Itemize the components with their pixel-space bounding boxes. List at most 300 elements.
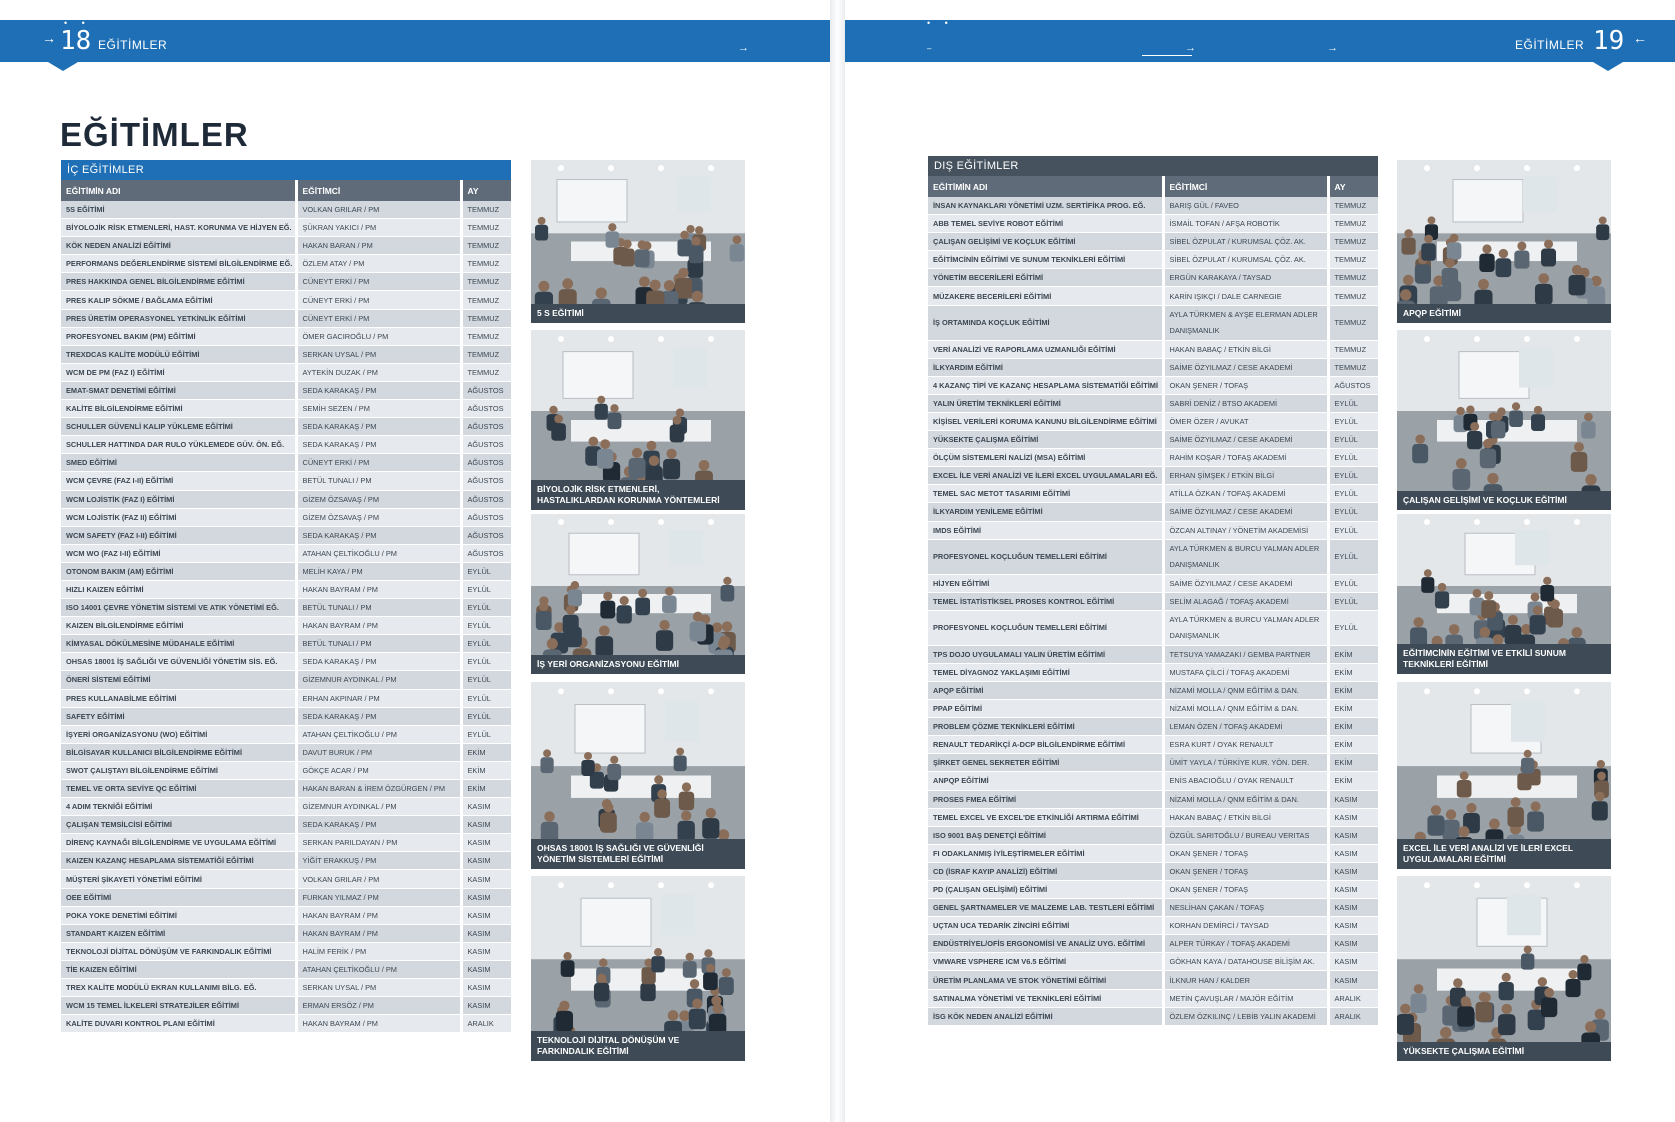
month-cell: TEMMUZ	[1328, 287, 1378, 305]
month-cell: EKİM	[1328, 681, 1378, 699]
table-row	[928, 899, 1378, 917]
trainer-cell: SERKAN UYSAL / PM	[296, 979, 461, 997]
training-name-cell: 5S EĞİTİMİ	[61, 201, 296, 219]
trainer-cell: CÜNEYT ERKİ / PM	[296, 273, 461, 291]
trainer-cell: CÜNEYT ERKİ / PM	[296, 291, 461, 309]
table-row	[928, 197, 1378, 215]
column-header-month: AY	[1328, 176, 1378, 197]
trainer-cell: HAKAN BARAN / PM	[296, 237, 461, 255]
table-row	[928, 645, 1378, 663]
month-cell: TEMMUZ	[461, 363, 511, 381]
month-cell: KASIM	[461, 942, 511, 960]
training-name-cell: PROBLEM ÇÖZME TEKNİKLERİ EĞİTİMİ	[928, 718, 1163, 736]
table-row	[61, 327, 511, 345]
photo-caption: ÇALIŞAN GELİŞİMİ VE KOÇLUK EĞİTİMİ	[1397, 491, 1611, 510]
training-name-cell: ISO 9001 BAŞ DENETÇİ EĞİTİMİ	[928, 826, 1163, 844]
photo-caption: APQP EĞİTİMİ	[1397, 304, 1611, 323]
column-header-trainer: EĞİTİMCİ	[296, 180, 461, 201]
trainer-cell: SEDA KARAKAŞ / PM	[296, 381, 461, 399]
month-cell: KASIM	[1328, 844, 1378, 862]
trainer-cell: İLKNUR HAN / KALDER	[1163, 971, 1328, 989]
table-row	[61, 400, 511, 418]
training-name-cell: KİMYASAL DÖKÜLMESİNE MÜDAHALE EĞİTİMİ	[61, 635, 296, 653]
trainer-cell: BARIŞ GÜL / FAVEO	[1163, 197, 1328, 215]
table-row	[61, 888, 511, 906]
table-row	[928, 718, 1378, 736]
arrow-right-icon: →	[1185, 42, 1196, 54]
month-cell: KASIM	[461, 960, 511, 978]
table-row	[61, 562, 511, 580]
header-tab	[1593, 62, 1623, 71]
photo-caption: BİYOLOJİK RİSK ETMENLERİ, HASTALIKLARDAN KORUNMA YÖNTEMLERİ	[531, 480, 745, 510]
table-row	[928, 826, 1378, 844]
training-name-cell: BİYOLOJİK RİSK ETMENLERİ, HAST. KORUNMA VE HİJYEN EĞ.	[61, 219, 296, 237]
training-name-cell: ÜRETİM PLANLAMA VE STOK YÖNETİMİ EĞİTİMİ	[928, 971, 1163, 989]
month-cell: TEMMUZ	[461, 273, 511, 291]
training-name-cell: KÖK NEDEN ANALİZİ EĞİTİMİ	[61, 237, 296, 255]
month-cell: AĞUSTOS	[461, 508, 511, 526]
table-row	[61, 291, 511, 309]
table-row	[61, 798, 511, 816]
training-name-cell: SMED EĞİTİMİ	[61, 454, 296, 472]
trainer-cell: SEDA KARAKAŞ / PM	[296, 653, 461, 671]
table-row	[61, 942, 511, 960]
month-cell: AĞUSTOS	[461, 418, 511, 436]
table-row	[61, 454, 511, 472]
training-name-cell: TREX KALİTE MODÜLÜ EKRAN KULLANIMI BİLG. EĞ.	[61, 979, 296, 997]
trainer-cell: ÖMER GACIROĞLU / PM	[296, 327, 461, 345]
photo-caption: İŞ YERİ ORGANİZASYONU EĞİTİMİ	[531, 655, 745, 674]
trainer-cell: ÖMER ÖZER / AVUKAT	[1163, 412, 1328, 430]
table-row	[61, 689, 511, 707]
table-row	[61, 345, 511, 363]
column-header-month: AY	[461, 180, 511, 201]
month-cell: EYLÜL	[1328, 394, 1378, 412]
table-header-row	[61, 180, 511, 201]
table-row	[928, 358, 1378, 376]
trainer-cell: SERKAN UYSAL / PM	[296, 345, 461, 363]
month-cell: EKİM	[1328, 663, 1378, 681]
trainer-cell: KARİN IŞIKÇI / DALE CARNEGIE	[1163, 287, 1328, 305]
photo-caption: EXCEL İLE VERİ ANALİZİ VE İLERİ EXCEL UYGULAMALARI EĞİTİMİ	[1397, 839, 1611, 869]
training-name-cell: GENEL ŞARTNAMELER VE MALZEME LAB. TESTLERİ EĞİTİMİ	[928, 899, 1163, 917]
training-name-cell: ÖNERİ SİSTEMİ EĞİTİMİ	[61, 671, 296, 689]
training-name-cell: EXCEL İLE VERİ ANALİZİ VE İLERİ EXCEL UYGULAMALARI EĞ.	[928, 467, 1163, 485]
training-photo	[1397, 330, 1611, 510]
trainer-cell: ESRA KURT / OYAK RENAULT	[1163, 736, 1328, 754]
month-cell: TEMMUZ	[461, 309, 511, 327]
trainer-cell: ERMAN ERSÖZ / PM	[296, 997, 461, 1015]
trainer-cell: SEDA KARAKAŞ / PM	[296, 526, 461, 544]
internal-trainings-table	[61, 160, 511, 1033]
photo-caption: YÜKSEKTE ÇALIŞMA EĞİTİMİ	[1397, 1042, 1611, 1061]
table-row	[928, 610, 1378, 645]
table-row	[928, 340, 1378, 358]
trainer-cell: AYTEKİN DUZAK / PM	[296, 363, 461, 381]
table-row	[61, 979, 511, 997]
table-row	[61, 725, 511, 743]
month-cell: EYLÜL	[461, 580, 511, 598]
table-row	[61, 508, 511, 526]
month-cell: KASIM	[1328, 971, 1378, 989]
trainer-cell: BETÜL TUNALI / PM	[296, 472, 461, 490]
month-cell: TEMMUZ	[1328, 215, 1378, 233]
training-name-cell: CD (İSRAF KAYIP ANALİZİ) EĞİTİMİ	[928, 862, 1163, 880]
table-row	[61, 816, 511, 834]
training-name-cell: 4 KAZANÇ TİPİ VE KAZANÇ HESAPLAMA SİSTEMATİĞİ EĞİTİMİ	[928, 376, 1163, 394]
table-row	[928, 736, 1378, 754]
training-photo	[531, 514, 745, 674]
month-cell: EYLÜL	[1328, 592, 1378, 610]
trainer-cell: AYLA TÜRKMEN & AYŞE ELERMAN ADLER DANIŞMANLIK	[1163, 305, 1328, 340]
table-row	[928, 539, 1378, 574]
trainer-cell: AYLA TÜRKMEN & BURCU YALMAN ADLER DANIŞMANLIK	[1163, 610, 1328, 645]
table-row	[928, 754, 1378, 772]
table-row	[928, 790, 1378, 808]
trainer-cell: HAKAN BAYRAM / PM	[296, 1015, 461, 1033]
trainer-cell: SEDA KARAKAŞ / PM	[296, 418, 461, 436]
training-name-cell: VERİ ANALİZİ VE RAPORLAMA UZMANLIĞI EĞİTİMİ	[928, 340, 1163, 358]
trainer-cell: SAİME ÖZYILMAZ / CESE AKADEMİ	[1163, 503, 1328, 521]
training-name-cell: TEMEL İSTATİSTİKSEL PROSES KONTROL EĞİTİMİ	[928, 592, 1163, 610]
training-name-cell: WCM 15 TEMEL İLKELERİ STRATEJİLER EĞİTİMİ	[61, 997, 296, 1015]
training-name-cell: TREXDCAS KALİTE MODÜLÜ EĞİTİMİ	[61, 345, 296, 363]
table-row	[928, 663, 1378, 681]
trainer-cell: BETÜL TUNALI / PM	[296, 635, 461, 653]
table-row	[928, 412, 1378, 430]
training-name-cell: ÇALIŞAN TEMSİLCİSİ EĞİTİMİ	[61, 816, 296, 834]
training-name-cell: ISO 14001 ÇEVRE YÖNETİM SİSTEMİ VE ATIK YÖNETİMİ EĞ.	[61, 599, 296, 617]
training-name-cell: YALIN ÜRETİM TEKNİKLERİ EĞİTİMİ	[928, 394, 1163, 412]
photo-caption: OHSAS 18001 İŞ SAĞLIĞI VE GÜVENLİĞİ YÖNETİM SİSTEMLERİ EĞİTİMİ	[531, 839, 745, 869]
month-cell: KASIM	[1328, 862, 1378, 880]
table-row	[928, 269, 1378, 287]
month-cell: AĞUSTOS	[461, 472, 511, 490]
training-name-cell: İLKYARDIM EĞİTİMİ	[928, 358, 1163, 376]
table-row	[928, 376, 1378, 394]
table-row	[928, 503, 1378, 521]
month-cell: KASIM	[1328, 881, 1378, 899]
trainer-cell: ATAHAN ÇELTİKOĞLU / PM	[296, 544, 461, 562]
trainer-cell: SAİME ÖZYILMAZ / CESE AKADEMİ	[1163, 358, 1328, 376]
training-name-cell: PRES KULLANABİLME EĞİTİMİ	[61, 689, 296, 707]
table-row	[928, 681, 1378, 699]
training-name-cell: KALİTE DUVARI KONTROL PLANI EĞİTİMİ	[61, 1015, 296, 1033]
training-name-cell: UÇTAN UCA TEDARİK ZİNCİRİ EĞİTİMİ	[928, 917, 1163, 935]
month-cell: EYLÜL	[461, 689, 511, 707]
table-row	[928, 592, 1378, 610]
training-name-cell: TEMEL VE ORTA SEVİYE QC EĞİTİMİ	[61, 780, 296, 798]
table-row	[928, 1007, 1378, 1025]
training-name-cell: OHSAS 18001 İŞ SAĞLIĞI VE GÜVENLİĞİ YÖNETİM SİS. EĞ.	[61, 653, 296, 671]
trainer-cell: NİZAMİ MOLLA / QNM EĞİTİM & DAN.	[1163, 681, 1328, 699]
training-name-cell: PRES HAKKINDA GENEL BİLGİLENDİRME EĞİTİMİ	[61, 273, 296, 291]
trainer-cell: SEDA KARAKAŞ / PM	[296, 707, 461, 725]
table-title: İÇ EĞİTİMLER	[61, 160, 511, 180]
table-row	[928, 485, 1378, 503]
training-photo	[1397, 160, 1611, 323]
training-name-cell: HIZLI KAIZEN EĞİTİMİ	[61, 580, 296, 598]
trainer-cell: SELİM ALAGAĞ / TOFAŞ AKADEMİ	[1163, 592, 1328, 610]
table-row	[61, 237, 511, 255]
trainer-cell: ŞÜKRAN YAKICI / PM	[296, 219, 461, 237]
training-name-cell: PROFESYONEL KOÇLUĞUN TEMELLERİ EĞİTİMİ	[928, 610, 1163, 645]
trainer-cell: OKAN ŞENER / TOFAŞ	[1163, 844, 1328, 862]
trainer-cell: HAKAN BABAÇ / ETKİN BİLGİ	[1163, 808, 1328, 826]
trainer-cell: TETSUYA YAMAZAKI / GEMBA PARTNER	[1163, 645, 1328, 663]
table-row	[928, 953, 1378, 971]
training-name-cell: PRES KALIP SÖKME / BAĞLAMA EĞİTİMİ	[61, 291, 296, 309]
training-name-cell: HİJYEN EĞİTİMİ	[928, 574, 1163, 592]
column-header-trainer: EĞİTİMCİ	[1163, 176, 1328, 197]
month-cell: AĞUSTOS	[461, 381, 511, 399]
table-row	[61, 255, 511, 273]
month-cell: EYLÜL	[461, 671, 511, 689]
month-cell: AĞUSTOS	[1328, 376, 1378, 394]
month-cell: TEMMUZ	[461, 201, 511, 219]
trainer-cell: NİZAMİ MOLLA / QNM EĞİTİM & DAN.	[1163, 790, 1328, 808]
table-row	[61, 780, 511, 798]
trainer-cell: METİN ÇAVUŞLAR / MAJÖR EĞİTİM	[1163, 989, 1328, 1007]
month-cell: EKİM	[1328, 772, 1378, 790]
trainer-cell: ERHAN ŞİMŞEK / ETKİN BİLGİ	[1163, 467, 1328, 485]
month-cell: KASIM	[461, 870, 511, 888]
month-cell: KASIM	[461, 979, 511, 997]
month-cell: TEMMUZ	[1328, 269, 1378, 287]
table-row	[61, 834, 511, 852]
training-name-cell: ÖLÇÜM SİSTEMLERİ NALİZİ (MSA) EĞİTİMİ	[928, 449, 1163, 467]
table-row	[61, 544, 511, 562]
month-cell: KASIM	[1328, 826, 1378, 844]
table-row	[928, 935, 1378, 953]
month-cell: EYLÜL	[1328, 574, 1378, 592]
month-cell: EKİM	[461, 780, 511, 798]
page-number: 19	[1593, 26, 1625, 56]
table-row	[61, 870, 511, 888]
table-row	[928, 881, 1378, 899]
header-dots: • •	[64, 18, 91, 28]
table-row	[928, 574, 1378, 592]
training-name-cell: WCM LOJİSTİK (FAZ I) EĞİTİMİ	[61, 490, 296, 508]
month-cell: EKİM	[1328, 736, 1378, 754]
month-cell: AĞUSTOS	[461, 490, 511, 508]
table-row	[61, 580, 511, 598]
month-cell: EYLÜL	[461, 599, 511, 617]
trainer-cell: GİZEM ÖZSAVAŞ / PM	[296, 490, 461, 508]
training-name-cell: SWOT ÇALIŞTAYI BİLGİLENDİRME EĞİTİMİ	[61, 761, 296, 779]
trainer-cell: ÖZCAN ALTINAY / YÖNETİM AKADEMİSİ	[1163, 521, 1328, 539]
trainer-cell: SAİME ÖZYILMAZ / CESE AKADEMİ	[1163, 431, 1328, 449]
table-row	[61, 363, 511, 381]
month-cell: ARALIK	[1328, 989, 1378, 1007]
trainer-cell: ATAHAN ÇELTİKOĞLU / PM	[296, 960, 461, 978]
month-cell: ARALIK	[461, 1015, 511, 1033]
trainer-cell: SEDA KARAKAŞ / PM	[296, 816, 461, 834]
month-cell: EKİM	[1328, 700, 1378, 718]
table-row	[61, 436, 511, 454]
trainer-cell: ERHAN AKPINAR / PM	[296, 689, 461, 707]
section-name: EĞİTİMLER	[1515, 38, 1585, 52]
trainer-cell: MELİH KAYA / PM	[296, 562, 461, 580]
trainer-cell: GİZEMNUR AYDINKAL / PM	[296, 671, 461, 689]
month-cell: ARALIK	[1328, 1007, 1378, 1025]
arrow-left-icon: ←	[1633, 30, 1647, 46]
table-row	[61, 309, 511, 327]
trainer-cell: YİĞİT ERAKKUŞ / PM	[296, 852, 461, 870]
month-cell: TEMMUZ	[461, 219, 511, 237]
training-name-cell: İŞYERİ ORGANİZASYONU (WO) EĞİTİMİ	[61, 725, 296, 743]
page-gutter	[830, 0, 845, 1122]
table-row	[928, 467, 1378, 485]
training-name-cell: PD (ÇALIŞAN GELİŞİMİ) EĞİTİMİ	[928, 881, 1163, 899]
table-row	[928, 844, 1378, 862]
table-row	[928, 772, 1378, 790]
table-row	[928, 394, 1378, 412]
left-page	[0, 0, 830, 1122]
table-row	[61, 653, 511, 671]
month-cell: KASIM	[461, 924, 511, 942]
table-row	[928, 431, 1378, 449]
trainer-cell: CÜNEYT ERKİ / PM	[296, 454, 461, 472]
training-name-cell: TİE KAIZEN EĞİTİMİ	[61, 960, 296, 978]
month-cell: TEMMUZ	[461, 327, 511, 345]
training-photo	[1397, 514, 1611, 674]
training-name-cell: İNSAN KAYNAKLARI YÖNETİMİ UZM. SERTİFİKA PROG. EĞ.	[928, 197, 1163, 215]
dash-icon: –	[927, 44, 932, 53]
month-cell: TEMMUZ	[1328, 233, 1378, 251]
trainer-cell: SABRİ DENİZ / BTSO AKADEMİ	[1163, 394, 1328, 412]
trainer-cell: HAKAN BAYRAM / PM	[296, 580, 461, 598]
training-name-cell: EMAT-SMAT DENETİMİ EĞİTİMİ	[61, 381, 296, 399]
table-row	[61, 381, 511, 399]
trainer-cell: DAVUT BURUK / PM	[296, 743, 461, 761]
training-name-cell: SAFETY EĞİTİMİ	[61, 707, 296, 725]
table-row	[61, 526, 511, 544]
trainer-cell: MUSTAFA ÇİLCİ / TOFAŞ AKADEMİ	[1163, 663, 1328, 681]
trainer-cell: NESLİHAN ÇAKAN / TOFAŞ	[1163, 899, 1328, 917]
month-cell: EYLÜL	[461, 617, 511, 635]
table-row	[61, 924, 511, 942]
month-cell: KASIM	[1328, 899, 1378, 917]
trainer-cell: İSMAİL TOFAN / AFŞA ROBOTİK	[1163, 215, 1328, 233]
training-name-cell: RENAULT TEDARİKÇİ A-DCP BİLGİLENDİRME EĞİTİMİ	[928, 736, 1163, 754]
trainer-cell: ALPER TÜRKAY / TOFAŞ AKADEMİ	[1163, 935, 1328, 953]
month-cell: EYLÜL	[1328, 449, 1378, 467]
training-name-cell: SATINALMA YÖNETİMİ VE TEKNİKLERİ EĞİTİMİ	[928, 989, 1163, 1007]
trainer-cell: ÖZLEM ÖZKILINÇ / LEBİB YALIN AKADEMİ	[1163, 1007, 1328, 1025]
table-row	[928, 305, 1378, 340]
trainer-cell: GÖKHAN KAYA / DATAHOUSE BİLİŞİM AK.	[1163, 953, 1328, 971]
training-name-cell: PPAP EĞİTİMİ	[928, 700, 1163, 718]
table-row	[61, 743, 511, 761]
month-cell: TEMMUZ	[461, 345, 511, 363]
month-cell: EYLÜL	[1328, 467, 1378, 485]
training-name-cell: İSG KÖK NEDEN ANALİZİ EĞİTİMİ	[928, 1007, 1163, 1025]
trainer-cell: ÜMİT YAYLA / TÜRKİYE KUR. YÖN. DER.	[1163, 754, 1328, 772]
header-tab	[48, 62, 78, 71]
month-cell: EYLÜL	[1328, 521, 1378, 539]
table-row	[928, 862, 1378, 880]
training-name-cell: ŞİRKET GENEL SEKRETER EĞİTİMİ	[928, 754, 1163, 772]
month-cell: KASIM	[461, 852, 511, 870]
column-header-training: EĞİTİMİN ADI	[928, 176, 1163, 197]
training-name-cell: PERFORMANS DEĞERLENDİRME SİSTEMİ BİLGİLENDİRME EĞ.	[61, 255, 296, 273]
table-row	[928, 808, 1378, 826]
month-cell: TEMMUZ	[1328, 251, 1378, 269]
training-name-cell: VMWARE VSPHERE ICM V6.5 EĞİTİMİ	[928, 953, 1163, 971]
training-name-cell: PROFESYONEL KOÇLUĞUN TEMELLERİ EĞİTİMİ	[928, 539, 1163, 574]
training-name-cell: DİRENÇ KAYNAĞI BİLGİLENDİRME VE UYGULAMA EĞİTİMİ	[61, 834, 296, 852]
month-cell: TEMMUZ	[1328, 340, 1378, 358]
arrow-right-icon: →	[42, 30, 56, 46]
trainer-cell: VOLKAN GRILAR / PM	[296, 201, 461, 219]
training-name-cell: MÜŞTERİ ŞİKAYETİ YÖNETİMİ EĞİTİMİ	[61, 870, 296, 888]
training-name-cell: TEMEL EXCEL VE EXCEL'DE ETKİNLİĞİ ARTIRMA EĞİTİMİ	[928, 808, 1163, 826]
month-cell: EKİM	[1328, 645, 1378, 663]
table-row	[928, 233, 1378, 251]
table-header-row	[928, 176, 1378, 197]
month-cell: KASIM	[461, 906, 511, 924]
training-name-cell: KAIZEN KAZANÇ HESAPLAMA SİSTEMATİĞİ EĞİTİMİ	[61, 852, 296, 870]
month-cell: EKİM	[461, 761, 511, 779]
month-cell: KASIM	[461, 997, 511, 1015]
table-row	[928, 700, 1378, 718]
photo-caption: EĞİTİMCİNİN EĞİTİMİ VE ETKİLİ SUNUM TEKNİKLERİ EĞİTİMİ	[1397, 644, 1611, 674]
trainer-cell: HAKAN BABAÇ / ETKİN BİLGİ	[1163, 340, 1328, 358]
trainer-cell: CÜNEYT ERKİ / PM	[296, 309, 461, 327]
training-name-cell: MÜZAKERE BECERİLERİ EĞİTİMİ	[928, 287, 1163, 305]
trainer-cell: SİBEL ÖZPULAT / KURUMSAL ÇÖZ. AK.	[1163, 233, 1328, 251]
training-name-cell: EĞİTİMCİNİN EĞİTİMİ VE SUNUM TEKNİKLERİ EĞİTİMİ	[928, 251, 1163, 269]
month-cell: AĞUSTOS	[461, 400, 511, 418]
trainer-cell: SAİME ÖZYILMAZ / CESE AKADEMİ	[1163, 574, 1328, 592]
month-cell: KASIM	[1328, 917, 1378, 935]
training-name-cell: PRES ÜRETİM OPERASYONEL YETKİNLİK EĞİTİMİ	[61, 309, 296, 327]
section-name: EĞİTİMLER	[98, 38, 168, 52]
month-cell: EKİM	[461, 743, 511, 761]
month-cell: TEMMUZ	[461, 291, 511, 309]
month-cell: KASIM	[461, 888, 511, 906]
trainer-cell: HAKAN BARAN & İREM ÖZGÜRGEN / PM	[296, 780, 461, 798]
training-name-cell: WCM WO (FAZ I-II) EĞİTİMİ	[61, 544, 296, 562]
header-dots: • •	[927, 18, 954, 28]
trainer-cell: GÖKÇE ACAR / PM	[296, 761, 461, 779]
training-name-cell: İLKYARDIM YENİLEME EĞİTİMİ	[928, 503, 1163, 521]
header-underline	[1142, 55, 1192, 56]
table-row	[61, 201, 511, 219]
training-photo	[1397, 876, 1611, 1061]
training-name-cell: İŞ ORTAMINDA KOÇLUK EĞİTİMİ	[928, 305, 1163, 340]
month-cell: KASIM	[1328, 953, 1378, 971]
table-row	[928, 251, 1378, 269]
table-row	[61, 1015, 511, 1033]
month-cell: EYLÜL	[1328, 412, 1378, 430]
month-cell: TEMMUZ	[461, 237, 511, 255]
month-cell: TEMMUZ	[461, 255, 511, 273]
trainer-cell: GİZEM ÖZSAVAŞ / PM	[296, 508, 461, 526]
training-name-cell: YÜKSEKTE ÇALIŞMA EĞİTİMİ	[928, 431, 1163, 449]
trainer-cell: ATİLLA ÖZKAN / TOFAŞ AKADEMİ	[1163, 485, 1328, 503]
training-name-cell: BİLGİSAYAR KULLANICI BİLGİLENDİRME EĞİTİMİ	[61, 743, 296, 761]
table-row	[928, 449, 1378, 467]
table-row	[61, 472, 511, 490]
month-cell: AĞUSTOS	[461, 436, 511, 454]
right-page	[845, 0, 1675, 1122]
trainer-cell: HAKAN BAYRAM / PM	[296, 617, 461, 635]
month-cell: EYLÜL	[461, 562, 511, 580]
table-row	[61, 906, 511, 924]
trainer-cell: HAKAN BAYRAM / PM	[296, 924, 461, 942]
